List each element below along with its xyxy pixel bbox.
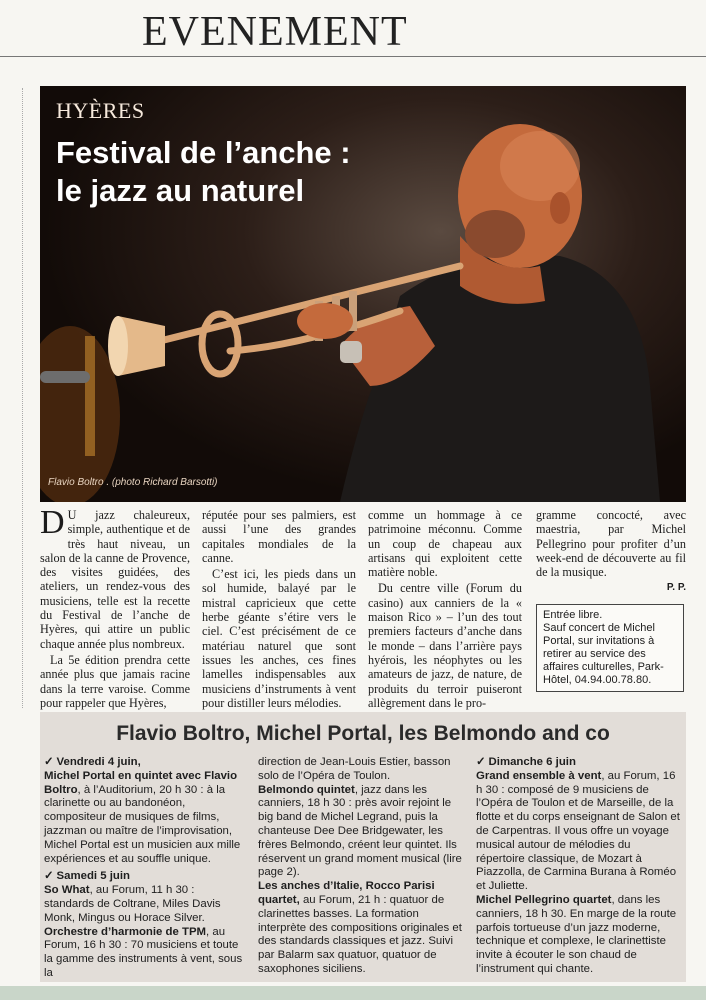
headline-line-2: le jazz au naturel: [56, 173, 305, 208]
day-heading: Vendredi 4 juin,: [56, 756, 141, 768]
photo-caption: Flavio Boltro . (photo Richard Barsotti): [48, 477, 218, 488]
program-entry: Michel Portal en quintet avec Flavio Boltro, à l’Auditorium, 20 h 30 : à la clarinette ou au bandonéon, compositeur de musiques de films, jazzman ou maître de l’improvisation, Michel Portal est un musicien aux mille expériences et au souffle unique.: [44, 769, 241, 865]
program-column-2: [258, 756, 464, 977]
day-heading: Dimanche 6 juin: [488, 756, 576, 768]
program-entry: direction de Jean-Louis Estier, basson solo de l’Opéra de Toulon.: [258, 756, 451, 782]
program-title: Flavio Boltro, Michel Portal, les Belmondo and co: [116, 722, 610, 745]
article-paragraph: D U jazz chaleureux, simple, authentique et de très haut niveau, un salon de la canne de Provence, des visites guidées, des ateliers, un rendez-vous des musiciens, telle est la recette du Festival de l’anche de Hyères, qui attire un public chaque année plus nombreux.: [40, 504, 190, 651]
header-rule: [0, 56, 706, 57]
article-paragraph: La 5e édition prendra cette année plus que jamais racine dans la terre varoise. Comme pour rappeler que Hyères,: [40, 652, 190, 710]
margin-rule: [22, 88, 23, 708]
article-paragraph: comme un hommage à ce patrimoine méconnu. Comme un coup de chapeau aux artisans qui exploitent cette matière noble.: [368, 508, 522, 580]
check-icon: ✓: [476, 756, 486, 768]
article-kicker: HYÈRES: [56, 98, 145, 123]
program-column-1: [44, 756, 244, 981]
program-entry: Orchestre d’harmonie de TPM, au Forum, 16 h 30 : 70 musiciens et toute la gamme des instruments à vent, sous la: [44, 925, 243, 979]
headline-line-1: Festival de l’anche :: [56, 135, 351, 170]
article-paragraph: C’est ici, les pieds dans un sol humide, balayé par le mistral capricieux que cette herbe géante s’étire vers le ciel. C’est précisément de ce matériau naturel que sont issues les anches, ces fines lamelles indispensables aux musiciens d’instruments à vent pour distiller leurs mélodies.: [202, 567, 356, 710]
program-entry: Les anches d’Italie, Rocco Parisi quartet, au Forum, 21 h : quatuor de clarinettes basses. La formation interprète des compositions originales et des standards classiques et jazz. Suivi par Balarm sax quatuor, quatuor de saxophones siciliens.: [258, 880, 462, 975]
program-box: [40, 712, 686, 982]
article-column-2: [202, 508, 356, 728]
article-headline: [56, 134, 351, 210]
bottom-strip: [0, 986, 706, 1000]
article-paragraph: réputée pour ses palmiers, est aussi l’une des grandes capitales mondiales de la canne.: [202, 508, 356, 565]
section-rubric: EVENEMENT: [142, 9, 408, 55]
check-icon: ✓: [44, 870, 54, 883]
article-photo: [40, 86, 686, 502]
article-column-3: [368, 508, 522, 712]
program-entry: Michel Pellegrino quartet, dans les canniers, 18 h 30. En marge de la route parfois tortueuse d’un jazz moderne, technique et complexe, le clarinettiste invite à écouter le son chaud de l’instrument qui chante.: [476, 893, 677, 975]
info-line-2: Sauf concert de Michel Portal, sur invitations à retirer au service des affaires culturelles, Park-Hôtel, 04.94.00.78.80.: [543, 622, 664, 686]
article-paragraph: gramme concocté, avec maestria, par Michel Pellegrino pour profiter d’un week-end de découverte au fil de la musique.: [536, 508, 686, 580]
info-line-1: Entrée libre.: [543, 609, 603, 621]
drop-cap: D: [40, 504, 65, 541]
program-entry: Belmondo quintet, jazz dans les canniers, 18 h 30 : près avoir rejoint le big band de Michel Legrand, puis la chanteuse Dee Dee Bridgewater, les frères Belmondo, créent leur quintet. Ils réservent un grand moment musical (lire page 2).: [258, 783, 462, 879]
info-box: [536, 604, 684, 692]
author-signature: P. P.: [666, 582, 686, 594]
article-column-1: [40, 504, 190, 712]
day-heading: Samedi 5 juin: [56, 870, 130, 883]
check-icon: ✓: [44, 756, 54, 768]
article-paragraph: Du centre ville (Forum du casino) aux canniers de la « maison Rico » – l’un des tout premiers facteurs d’anche dans le monde – dans l’arrière pays hyérois, les néophytes ou les amateurs de jazz, de nature, de produits du terroir puiseront allègrement dans le pro-: [368, 581, 522, 710]
program-entry: So What, au Forum, 11 h 30 : standards de Coltrane, Miles Davis Monk, Mingus ou Horace Silver.: [44, 884, 221, 924]
program-entry: Grand ensemble à vent, au Forum, 16 h 30 : composé de 9 musiciens de l’Opéra de Toulon et de Marseille, de la flotte et du corps enseignant de Salon et de Carpentras. Il vous offre un voyage musical autour de mélodies du répertoire classique, de Mozart à Piazzolla, de Carmina Burana à Roméo et Juliette.: [476, 769, 680, 893]
program-column-3: [476, 756, 680, 977]
article-column-4: [536, 508, 686, 596]
